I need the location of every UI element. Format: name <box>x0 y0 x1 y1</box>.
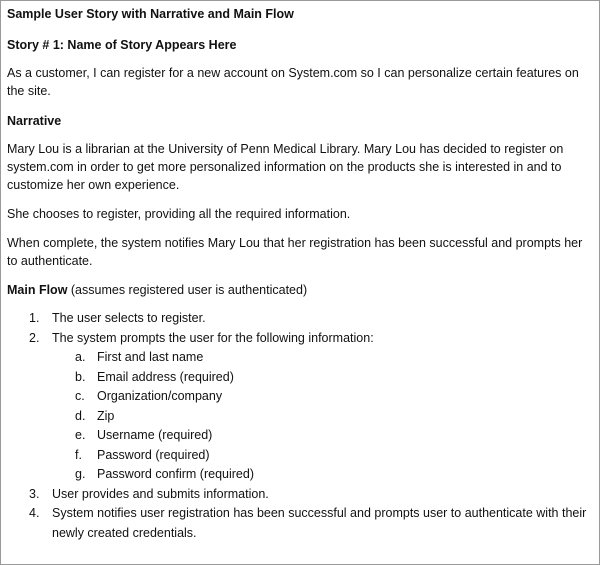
narrative-paragraph: When complete, the system notifies Mary Lou that her registration has been successful and prompts her to authenticate. <box>7 236 583 268</box>
narrative-paragraph: Mary Lou is a librarian at the University of Penn Medical Library. Mary Lou has decided to register on system.com in order to get more personalized information on the products she is interested in and to customize her own experience. <box>7 142 564 192</box>
flow-step <box>7 485 591 505</box>
info-field-item <box>7 446 591 466</box>
item-text: First and last name <box>97 350 204 364</box>
main-flow-heading <box>7 281 591 299</box>
info-field-item <box>7 407 591 427</box>
item-letter: c. <box>75 389 85 403</box>
info-field-item <box>7 426 591 446</box>
step-number: 3. <box>29 486 40 501</box>
step-text: The system prompts the user for the following information: <box>52 330 374 345</box>
story-text: As a customer, I can register for a new account on System.com so I can personalize certain features on the site. <box>7 66 579 98</box>
item-text: Password (required) <box>97 447 210 462</box>
main-flow-title: Main Flow <box>7 283 68 297</box>
item-text: Organization/company <box>97 389 223 403</box>
item-text: Zip <box>97 408 115 423</box>
narrative-heading: Narrative <box>7 114 62 128</box>
item-letter: d. <box>75 408 86 423</box>
step-text: User provides and submits information. <box>52 486 269 501</box>
flow-step <box>7 329 591 349</box>
flow-step <box>7 309 591 329</box>
step-number: 2. <box>29 330 40 345</box>
item-text: Username (required) <box>97 428 213 442</box>
step-text: The user selects to register. <box>52 311 206 325</box>
item-letter: g. <box>75 467 86 481</box>
story-heading: Story # 1: Name of Story Appears Here <box>7 38 237 52</box>
flow-step <box>7 504 591 543</box>
info-field-item <box>7 368 591 388</box>
document-title: Sample User Story with Narrative and Main Flow <box>7 7 294 21</box>
item-text: Password confirm (required) <box>97 467 254 481</box>
step-text: System notifies user registration has been successful and prompts user to authenticate with their newly created credentials. <box>52 506 587 540</box>
info-field-item <box>7 348 591 368</box>
item-letter: e. <box>75 428 86 442</box>
narrative-paragraph: She chooses to register, providing all the required information. <box>7 207 351 221</box>
item-letter: f. <box>75 447 82 462</box>
item-letter: b. <box>75 369 86 384</box>
main-flow-steps <box>7 309 591 543</box>
info-field-item <box>7 465 591 485</box>
item-letter: a. <box>75 350 86 364</box>
step-number: 1. <box>29 311 40 325</box>
main-flow-note: (assumes registered user is authenticated) <box>67 283 308 297</box>
info-field-item <box>7 387 591 407</box>
step-number: 4. <box>29 506 40 520</box>
item-text: Email address (required) <box>97 369 234 384</box>
document-body <box>7 5 591 543</box>
